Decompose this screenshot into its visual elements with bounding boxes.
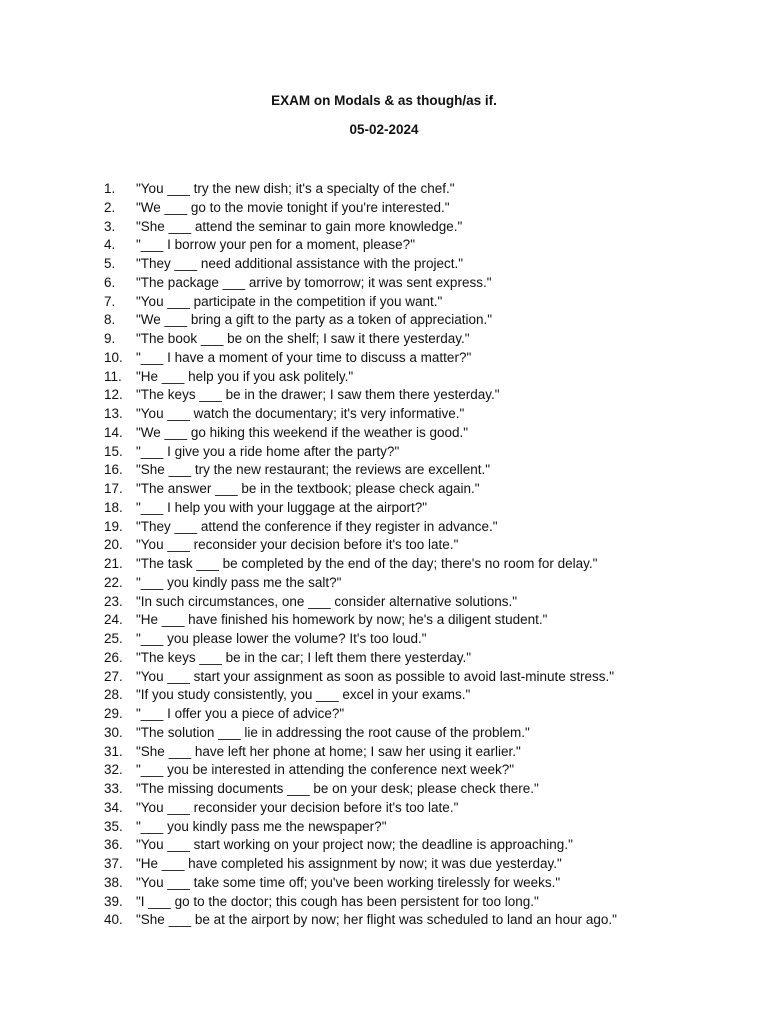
question-item: [104, 330, 744, 349]
question-text: "We ___ go hiking this weekend if the weather is good.": [136, 424, 469, 440]
question-text: "They ___ need additional assistance with the project.": [136, 256, 464, 271]
question-item: [104, 199, 744, 218]
question-text: "He ___ help you if you ask politely.": [136, 368, 354, 384]
question-item: [104, 349, 744, 368]
question-text: "You ___ watch the documentary; it's very informative.": [136, 406, 465, 421]
question-item: [104, 799, 744, 818]
question-item: [104, 480, 744, 499]
question-item: [104, 236, 744, 255]
question-text: "The keys ___ be in the drawer; I saw them there yesterday.": [136, 387, 500, 403]
question-text: "You ___ try the new dish; it's a specialty of the chef.": [136, 181, 455, 196]
question-item: [104, 424, 744, 443]
question-number: 18.: [104, 499, 123, 515]
question-number: 28.: [104, 687, 123, 703]
exam-title: EXAM on Modals & as though/as if.: [271, 93, 497, 108]
question-item: [104, 911, 744, 930]
question-text: "The task ___ be completed by the end of the day; there's no room for delay.": [136, 556, 598, 571]
question-text: "If you study consistently, you ___ excel in your exams.": [136, 687, 471, 703]
question-item: [104, 574, 744, 593]
question-text: "___ I offer you a piece of advice?": [136, 706, 345, 721]
question-text: "She ___ attend the seminar to gain more knowledge.": [136, 218, 463, 234]
question-text: "The book ___ be on the shelf; I saw it there yesterday.": [136, 331, 470, 346]
question-item: [104, 649, 744, 668]
question-text: "You ___ reconsider your decision before it's too late.": [136, 537, 459, 553]
question-item: [104, 630, 744, 649]
question-item: [104, 311, 744, 330]
question-text: "The package ___ arrive by tomorrow; it was sent express.": [136, 274, 492, 290]
question-text: "In such circumstances, one ___ consider alternative solutions.": [136, 593, 518, 609]
question-number: 30.: [104, 724, 123, 740]
question-item: [104, 180, 744, 199]
question-number: 29.: [104, 706, 123, 721]
question-text: "He ___ have completed his assignment by now; it was due yesterday.": [136, 856, 562, 871]
question-item: [104, 293, 744, 312]
question-number: 5.: [104, 256, 116, 271]
question-item: [104, 386, 744, 405]
question-text: "You ___ take some time off; you've been working tirelessly for weeks.": [136, 874, 561, 890]
question-number: 10.: [104, 349, 123, 365]
question-number: 6.: [104, 274, 116, 290]
question-number: 31.: [104, 743, 123, 759]
question-text: "The answer ___ be in the textbook; please check again.": [136, 481, 480, 496]
question-item: [104, 668, 744, 687]
question-item: [104, 743, 744, 762]
question-number: 11.: [104, 368, 122, 384]
question-number: 22.: [104, 574, 123, 590]
question-number: 37.: [104, 856, 123, 871]
question-text: "___ I borrow your pen for a moment, please?": [136, 237, 415, 253]
question-item: [104, 536, 744, 555]
question-number: 4.: [104, 237, 116, 253]
question-item: [104, 611, 744, 630]
question-item: [104, 874, 744, 893]
question-item: [104, 405, 744, 424]
question-number: 26.: [104, 649, 123, 665]
question-text: "She ___ be at the airport by now; her flight was scheduled to land an hour ago.": [136, 912, 617, 928]
question-number: 25.: [104, 631, 123, 646]
question-number: 8.: [104, 312, 116, 328]
question-number: 12.: [104, 387, 123, 403]
question-item: [104, 818, 744, 837]
question-item: [104, 255, 744, 274]
question-number: 3.: [104, 218, 116, 234]
question-text: "The keys ___ be in the car; I left them there yesterday.": [136, 649, 472, 665]
question-text: "You ___ start working on your project now; the deadline is approaching.": [136, 837, 573, 853]
question-item: [104, 855, 744, 874]
question-text: "The solution ___ lie in addressing the root cause of the problem.": [136, 724, 530, 740]
question-number: 7.: [104, 293, 116, 309]
question-number: 35.: [104, 818, 123, 834]
question-number: 40.: [104, 912, 123, 928]
question-text: "___ you please lower the volume? It's too loud.": [136, 631, 427, 646]
question-text: "She ___ have left her phone at home; I saw her using it earlier.": [136, 743, 521, 759]
question-item: [104, 443, 744, 462]
question-item: [104, 499, 744, 518]
question-number: 38.: [104, 874, 123, 890]
question-item: [104, 724, 744, 743]
question-number: 21.: [104, 556, 123, 571]
question-item: [104, 218, 744, 237]
question-text: "You ___ start your assignment as soon as possible to avoid last-minute stress.": [136, 668, 615, 684]
question-number: 32.: [104, 762, 123, 778]
question-number: 17.: [104, 481, 123, 496]
question-item: [104, 836, 744, 855]
question-number: 34.: [104, 799, 123, 815]
question-item: [104, 555, 744, 574]
question-text: "___ you kindly pass me the newspaper?": [136, 818, 387, 834]
question-item: [104, 893, 744, 912]
question-item: [104, 593, 744, 612]
question-text: "___ I give you a ride home after the party?": [136, 443, 400, 459]
question-item: [104, 368, 744, 387]
question-text: "You ___ participate in the competition if you want.": [136, 293, 443, 309]
question-text: "You ___ reconsider your decision before it's too late.": [136, 799, 459, 815]
question-number: 39.: [104, 893, 123, 909]
question-text: "___ you be interested in attending the conference next week?": [136, 762, 515, 778]
question-list: [104, 180, 744, 930]
question-text: "They ___ attend the conference if they register in advance.": [136, 518, 498, 534]
exam-date: 05-02-2024: [349, 122, 419, 137]
question-text: "___ I help you with your luggage at the airport?": [136, 499, 428, 515]
question-number: 20.: [104, 537, 123, 553]
question-number: 9.: [104, 331, 116, 346]
question-number: 27.: [104, 668, 123, 684]
question-item: [104, 780, 744, 799]
question-text: "She ___ try the new restaurant; the reviews are excellent.": [136, 462, 491, 478]
question-text: "We ___ bring a gift to the party as a token of appreciation.": [136, 312, 493, 328]
question-number: 24.: [104, 612, 123, 628]
question-item: [104, 518, 744, 537]
question-number: 33.: [104, 781, 123, 796]
question-text: "I ___ go to the doctor; this cough has been persistent for too long.": [136, 893, 539, 909]
question-number: 13.: [104, 406, 123, 421]
question-number: 1.: [104, 181, 116, 196]
question-item: [104, 686, 744, 705]
question-number: 23.: [104, 593, 123, 609]
question-number: 15.: [104, 443, 123, 459]
question-number: 14.: [104, 424, 123, 440]
question-item: [104, 461, 744, 480]
question-number: 16.: [104, 462, 123, 478]
question-number: 36.: [104, 837, 123, 853]
question-item: [104, 761, 744, 780]
question-text: "He ___ have finished his homework by now; he's a diligent student.": [136, 612, 548, 628]
question-text: "___ I have a moment of your time to discuss a matter?": [136, 349, 472, 365]
question-text: "The missing documents ___ be on your desk; please check there.": [136, 781, 539, 796]
question-text: "___ you kindly pass me the salt?": [136, 574, 342, 590]
question-number: 19.: [104, 518, 123, 534]
question-text: "We ___ go to the movie tonight if you're interested.": [136, 199, 450, 215]
question-item: [104, 274, 744, 293]
question-item: [104, 705, 744, 724]
question-number: 2.: [104, 199, 116, 215]
